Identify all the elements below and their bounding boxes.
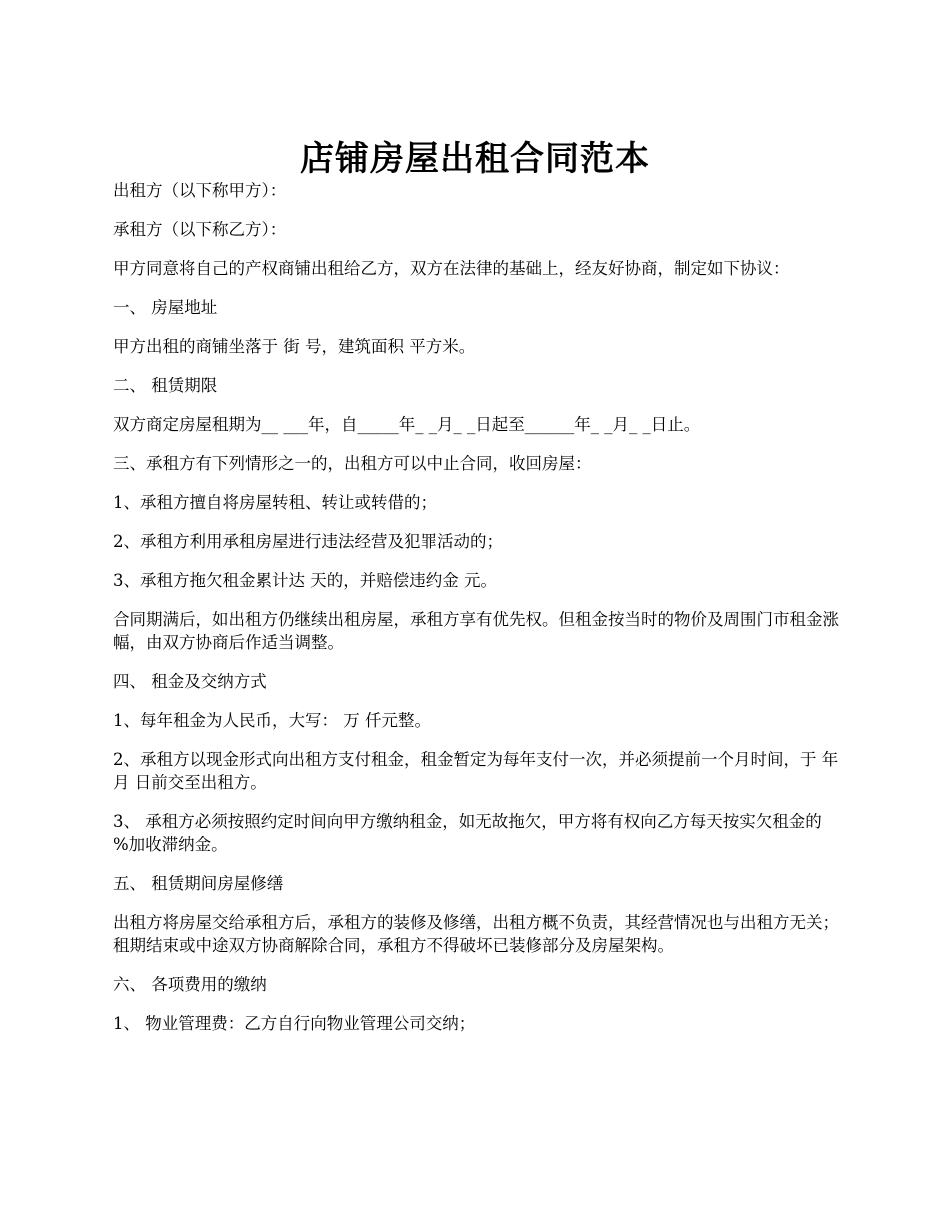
renewal-clause: 合同期满后，如出租方仍继续出租房屋，承租方享有优先权。但租金按当时的物价及周围门市租金涨幅，由双方协商后作适当调整。 [113, 610, 839, 652]
repairs-clause: 出租方将房屋交给承租方后，承租方的装修及修缮，出租方概不负责，其经营情况也与出租方无关；租期结束或中途双方协商解除合同，承租方不得破坏已装修部分及房屋架构。 [113, 913, 839, 955]
termination-item-2: 2、承租方利用承租房屋进行违法经营及犯罪活动的； [113, 532, 503, 551]
document-title: 店铺房屋出租合同范本 [300, 138, 650, 179]
fees-item-1: 1、 物业管理费：乙方自行向物业管理公司交纳； [113, 1014, 476, 1033]
section-heading-fees: 六、 各项费用的缴纳 [113, 975, 267, 994]
section-heading-repairs: 五、 租赁期间房屋修缮 [113, 874, 284, 893]
section-heading-address: 一、 房屋地址 [113, 298, 218, 317]
party-b-line: 承租方（以下称乙方）： [113, 220, 287, 239]
term-clause: 双方商定房屋租期为__ ___年，自_____年_ _月_ _日起至______年_ _月_ _日止。 [113, 415, 701, 434]
agreement-intro: 甲方同意将自己的产权商铺出租给乙方，双方在法律的基础上，经友好协商，制定如下协议： [113, 259, 790, 278]
party-a-line: 出租方（以下称甲方）： [113, 181, 287, 200]
document-body [113, 179, 840, 1051]
section-heading-termination: 三、承租方有下列情形之一的，出租方可以中止合同，收回房屋： [113, 454, 592, 473]
rent-item-2: 2、承租方以现金形式向出租方支付租金，租金暂定为每年支付一次，并必须提前一个月时间，于 年 月 日前交至出租方。 [113, 750, 839, 792]
termination-item-1: 1、承租方擅自将房屋转租、转让或转借的； [113, 493, 437, 512]
section-heading-term: 二、 租赁期限 [113, 376, 218, 395]
rent-item-3: 3、 承租方必须按照约定时间向甲方缴纳租金，如无故拖欠，甲方将有权向乙方每天按实欠租金的 %加收滞纳金。 [113, 812, 822, 854]
rent-item-1: 1、每年租金为人民币，大写： 万 仟元整。 [113, 711, 431, 730]
termination-item-3: 3、承租方拖欠租金累计达 天的，并赔偿违约金 元。 [113, 571, 497, 590]
section-heading-rent: 四、 租金及交纳方式 [113, 672, 267, 691]
address-clause: 甲方出租的商铺坐落于 街 号，建筑面积 平方米。 [113, 337, 476, 356]
